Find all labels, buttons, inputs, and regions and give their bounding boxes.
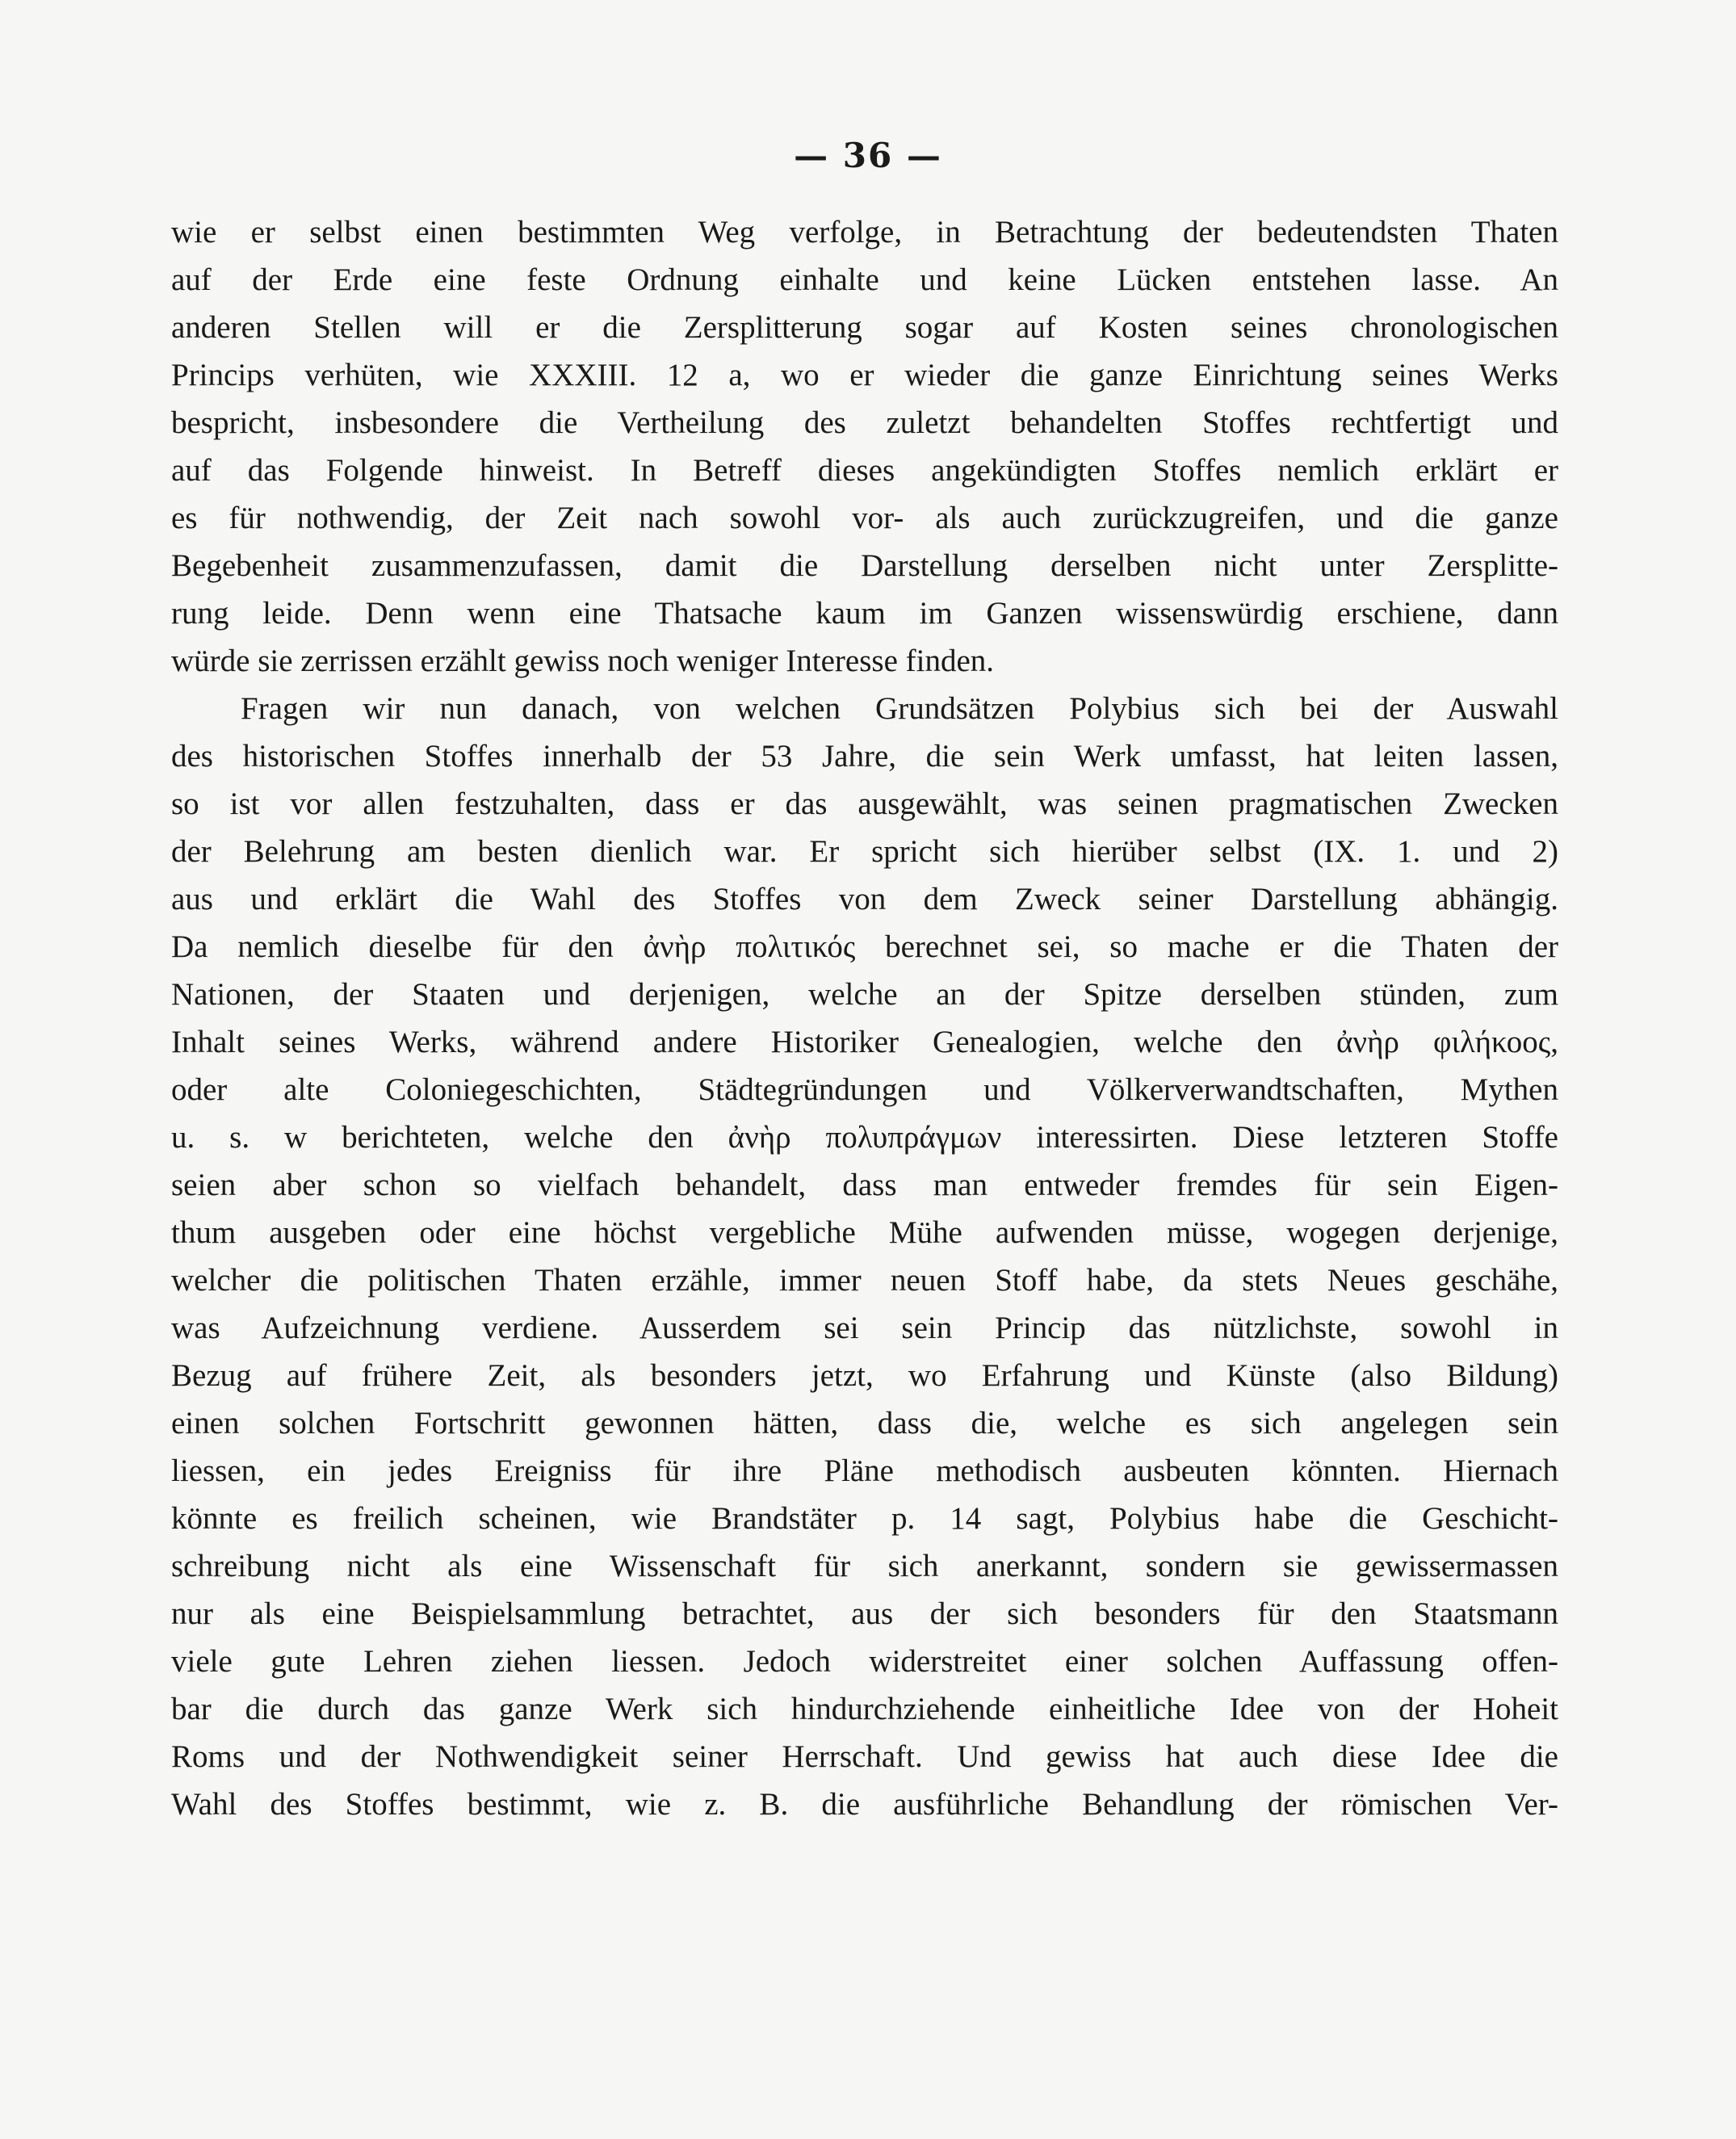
text-line: einen solchen Fortschritt gewonnen hätten, dass die, welche es sich angelegen sein <box>171 1406 1558 1441</box>
text-line: wie er selbst einen bestimmten Weg verfolge, in Betrachtung der bedeutendsten Thaten <box>171 215 1558 250</box>
text-line: schreibung nicht als eine Wissenschaft für sich anerkannt, sondern sie gewissermassen <box>171 1549 1558 1583</box>
text-line: Bezug auf frühere Zeit, als besonders jetzt, wo Erfahrung und Künste (also Bildung) <box>171 1358 1558 1393</box>
text-line: liessen, ein jedes Ereigniss für ihre Pläne methodisch ausbeuten könnten. Hiernach <box>171 1453 1558 1488</box>
text-line: oder alte Coloniegeschichten, Städtegründungen und Völkerverwandtschaften, Mythen <box>171 1072 1558 1107</box>
text-line: thum ausgeben oder eine höchst vergebliche Mühe aufwenden müsse, wogegen derjenige, <box>171 1215 1558 1250</box>
text-line: so ist vor allen festzuhalten, dass er das ausgewählt, was seinen pragmatischen Zwecken <box>171 786 1558 821</box>
text-line: Wahl des Stoffes bestimmt, wie z. B. die ausführliche Behandlung der römischen Ver- <box>171 1787 1558 1822</box>
text-line: Nationen, der Staaten und derjenigen, welche an der Spitze derselben stünden, zum <box>171 977 1558 1012</box>
text-line: was Aufzeichnung verdiene. Ausserdem sei sein Princip das nützlichste, sowohl in <box>171 1311 1558 1345</box>
text-line: viele gute Lehren ziehen liessen. Jedoch widerstreitet einer solchen Auffassung offen- <box>171 1644 1558 1679</box>
text-line: es für nothwendig, der Zeit nach sowohl vor- als auch zurückzugreifen, und die ganze <box>171 501 1558 535</box>
text-line: der Belehrung am besten dienlich war. Er spricht sich hierüber selbst (IX. 1. und 2) <box>171 834 1558 869</box>
text-line: auf das Folgende hinweist. In Betreff dieses angekündigten Stoffes nemlich erklärt er <box>171 453 1558 488</box>
text-line: Da nemlich dieselbe für den ἀνὴρ πολιτικός berechnet sei, so mache er die Thaten der <box>171 929 1558 964</box>
text-line: welcher die politischen Thaten erzähle, immer neuen Stoff habe, da stets Neues geschähe, <box>171 1263 1558 1298</box>
text-line: Princips verhüten, wie XXXIII. 12 a, wo er wieder die ganze Einrichtung seines Werks <box>171 358 1558 392</box>
text-line: nur als eine Beispielsammlung betrachtet, aus der sich besonders für den Staatsmann <box>171 1596 1558 1631</box>
text-line: bar die durch das ganze Werk sich hindurchziehende einheitliche Idee von der Hoheit <box>171 1692 1558 1726</box>
text-line: Roms und der Nothwendigkeit seiner Herrschaft. Und gewiss hat auch diese Idee die <box>171 1739 1558 1774</box>
paragraph-start-line: Fragen wir nun danach, von welchen Grundsätzen Polybius sich bei der Auswahl <box>241 691 1558 726</box>
page-number: — 36 — <box>794 136 942 175</box>
text-line: bespricht, insbesondere die Vertheilung des zuletzt behandelten Stoffes rechtfertigt und <box>171 405 1558 440</box>
text-line: aus und erklärt die Wahl des Stoffes von dem Zweck seiner Darstellung abhängig. <box>171 882 1558 916</box>
text-line: auf der Erde eine feste Ordnung einhalte und keine Lücken entstehen lasse. An <box>171 262 1558 297</box>
text-line: könnte es freilich scheinen, wie Brandstäter p. 14 sagt, Polybius habe die Geschicht- <box>171 1501 1558 1536</box>
text-line: des historischen Stoffes innerhalb der 53 Jahre, die sein Werk umfasst, hat leiten lassen, <box>171 739 1558 774</box>
paragraph-end-line: würde sie zerrissen erzählt gewiss noch weniger Interesse finden. <box>171 644 995 678</box>
text-line: rung leide. Denn wenn eine Thatsache kaum im Ganzen wissenswürdig erschiene, dann <box>171 596 1558 631</box>
text-line: Inhalt seines Werks, während andere Historiker Genealogien, welche den ἀνὴρ φιλήκοος, <box>171 1025 1558 1059</box>
text-line: u. s. w berichteten, welche den ἀνὴρ πολυπράγμων interessirten. Diese letzteren Stoffe <box>171 1120 1558 1155</box>
text-line: anderen Stellen will er die Zersplitterung sogar auf Kosten seines chronologischen <box>171 310 1558 345</box>
text-line: Begebenheit zusammenzufassen, damit die Darstellung derselben nicht unter Zersplitte- <box>171 548 1558 583</box>
text-line: seien aber schon so vielfach behandelt, dass man entweder fremdes für sein Eigen- <box>171 1168 1558 1202</box>
